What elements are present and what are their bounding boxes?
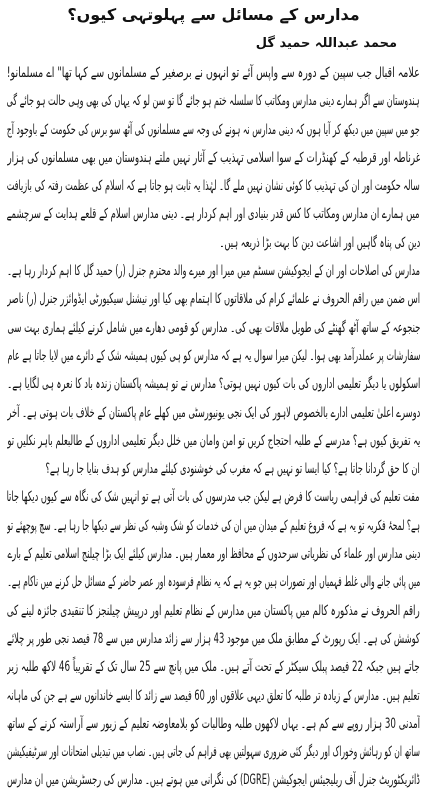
article-line-text: ڈائریکٹوریٹ جنرل آف ریلیجیئس ایجوکیشن (DGRE) کی نگرانی میں ہوتے ہیں۔ مدارس کی رجسٹریشن میں ان مدارس [7,772,420,789]
article-line [7,455,420,483]
article-line-text: سالہ حکومت اور ان کی تہذیب کا کوئی نشان نہیں ملے گا۔ لہٰذا یہ ثابت ہو جاتا ہے کہ اسلام کی عظمت رفتہ کی بازیافت [7,178,420,195]
article-line [7,172,420,200]
article-line [7,427,420,455]
article-line [7,314,420,342]
article-line-text: اسکولوں یا دیگر تعلیمی اداروں کی بات کیوں نہیں ہوتی؟ مدارس نے تو ہمیشہ پاکستان زندہ باد کا نعرہ ہی لگایا ہے۔ [7,376,420,393]
article-line [7,200,420,228]
article-line-text: کوشش کی ہے۔ ایک رپورٹ کے مطابق ملک میں موجود 43 ہزار سے زائد مدارس میں سے 78 فیصد نجی طور پر چلائے [7,630,420,647]
article-line-text: یہ تفریق کیوں ہے؟ مدرسے کے طلبہ احتجاج کریں تو امن وامان میں خلل دیگر تعلیمی اداروں کے طالبعلم باہر نکلیں تو [7,432,420,449]
article-line-text: ہے؟ لمحۂ فکریہ تو یہ ہے کہ فروغ تعلیم کے میدان میں ان کی خدمات کو شک وشبہ کی نظر سے دیکھا جا رہا ہے۔ سچ پوچھئے تو [7,517,420,534]
article-line [7,229,420,257]
article-line [7,568,420,596]
article-line [7,540,420,568]
article-line [7,370,420,398]
article-line [7,483,420,511]
article-line-text: تعلیم ہیں۔ مدارس کے زیادہ تر طلبہ کا تعلق دیہی علاقوں اور 60 فیصد سے زائد کا ایسے خاندانوں سے ہے جن کی ماہانہ [7,687,420,704]
paragraph [7,59,420,257]
article-line [7,512,420,540]
article-line-text: ہندوستان سے اگر ہمارے دینی مدارس ومکاتب کا سلسلہ ختم ہو جائے گا تو سن لو کہ یہاں کی بھی وہی حالت ہو جائے گی [7,93,420,110]
article-line [7,682,420,710]
article-line [7,87,420,115]
article-line [7,710,420,738]
article-line-text: میں ہمارے ان مدارس ومکاتب کا کس قدر بنیادی اور اہم کردار ہے۔ دینی مدارس اسلام کے قلعے ہدایت کے سرچشمے [7,206,420,223]
author-byline: محمد عبداللہ حمید گل [255,36,397,51]
article-line-text: ان کا حق گردانا جاتا ہے؟ کیا ایسا تو نہیں ہے کہ مغرب کی خوشنودی کیلئے مدارس کو ہدف بنایا جا رہا ہے؟ [45,461,420,478]
article-line [7,625,420,653]
article-line-text: مدارس کی اصلاحات اور ان کے ایجوکیشن سسٹم میں میرا اور میرے والد محترم جنرل (ر) حمید گل کا اہم کردار رہا ہے۔ [7,263,420,280]
article-line [7,766,420,794]
article-title: مدارس کے مسائل سے پہلوتہی کیوں؟ [67,5,360,24]
article-line-text: دینی مدارس اور علماء کی نظریاتی سرحدوں کے محافظ اور معمار ہیں۔ مدارس کیلئے ایک بڑا چیلنج اسلامی تعلیم کے بارے [7,546,420,563]
article-line [7,59,420,87]
article-line-text: غرناطہ اور قرطبہ کے کھنڈرات کے سوا اسلامی تہذیب کے آثار نہیں ملتے ہندوستان میں بھی مسلمانوں کی ہزار [7,149,420,166]
article-line [7,342,420,370]
article-line-text: علامہ اقبال جب سپین کے دورہ سے واپس آئے تو انہوں نے برصغیر کے مسلمانوں سے کہا تھا" اے مسلمانو! [7,65,420,81]
article-line [7,144,420,172]
article-line [7,597,420,625]
article-line-text: مفت تعلیم کی فراہمی ریاست کا فرض ہے لیکن جب مدرسوں کی بات آتی ہے تو انہیں شک کی نگاہ سے کیوں دیکھا جاتا [7,489,420,506]
paragraph [7,257,420,483]
article-line-text: جنجوعہ کے ساتھ آٹھ گھنٹے کی طویل ملاقات بھی کی۔ مدارس کو قومی دھارے میں شامل کرنے کیلئے ہماری بہت سی [7,319,420,336]
article-line [7,285,420,313]
article-line-text: راقم الحروف نے مذکورہ کالم میں پاکستان میں مدارس کے نظام تعلیم اور درپیش چیلنجز کا تنقیدی جائزہ لینے کی [7,602,420,619]
article-line-text: سفارشات پر عملدرآمد بھی ہوا۔ لیکن میرا سوال یہ ہے کہ مدارس کو ہی کیوں ہمیشہ شک کے دائرے میں لایا جاتا ہے عام [7,347,420,364]
article-line-text: جو میں سپین میں دیکھ کر آیا ہوں کہ دینی مدارس نہ ہونے کی وجہ سے مسلمانوں کی آٹھ سو برس کی حکومت کے باوجود آج [7,121,420,138]
article-line [7,653,420,681]
article-line [7,116,420,144]
article-line-text: دوسرے اعلیٰ تعلیمی ادارے بالخصوص لاہور کی ایک نجی یونیورسٹی میں کھلے عام پاکستان کے خلاف بات ہوتی ہے۔ آخر [7,404,420,421]
article-line [7,257,420,285]
article-line-text: ساتھ ان کو رہائش وخوراک اور دیگر کئی ضروری سہولتیں بھی فراہم کی جاتی ہیں۔ نصاب میں تبدیلی امتحانات اور سرٹیفیکیشن [7,744,420,761]
article-body [7,59,420,795]
article-line-text: میں پائی جانے والی غلط فہمیاں اور تصورات ہیں جو یہ ہے کہ یہ نظام فرسودہ اور عصر حاضر کے مسائل حل کرنے میں ناکام ہے۔ [7,574,420,591]
article-line-text: دین کی پناہ گاہیں اور اشاعت دین کا بہت بڑا ذریعہ ہیں۔ [219,234,420,251]
paragraph [7,483,420,794]
article-line-text: آمدنی 30 ہزار روپے سے کم ہے۔ یہاں لاکھوں طلبہ وطالبات کو بلامعاوضہ تعلیم کے زیور سے آراستہ کرنے کے ساتھ [7,715,420,732]
article-line-text: اس ضمن میں راقم الحروف نے علمائے کرام کی ملاقاتوں کا اہتمام بھی کیا اور نیشنل سیکیورٹی ایڈوائزر جنرل (ر) ناصر [7,291,420,308]
article-line [7,399,420,427]
article-line [7,738,420,766]
article-line-text: جاتے ہیں جبکہ 22 فیصد پبلک سیکٹر کے تحت آتے ہیں۔ ملک میں پانچ سے 25 سال تک کے تقریباً 46 لاکھ طلبہ زیر [7,659,420,676]
